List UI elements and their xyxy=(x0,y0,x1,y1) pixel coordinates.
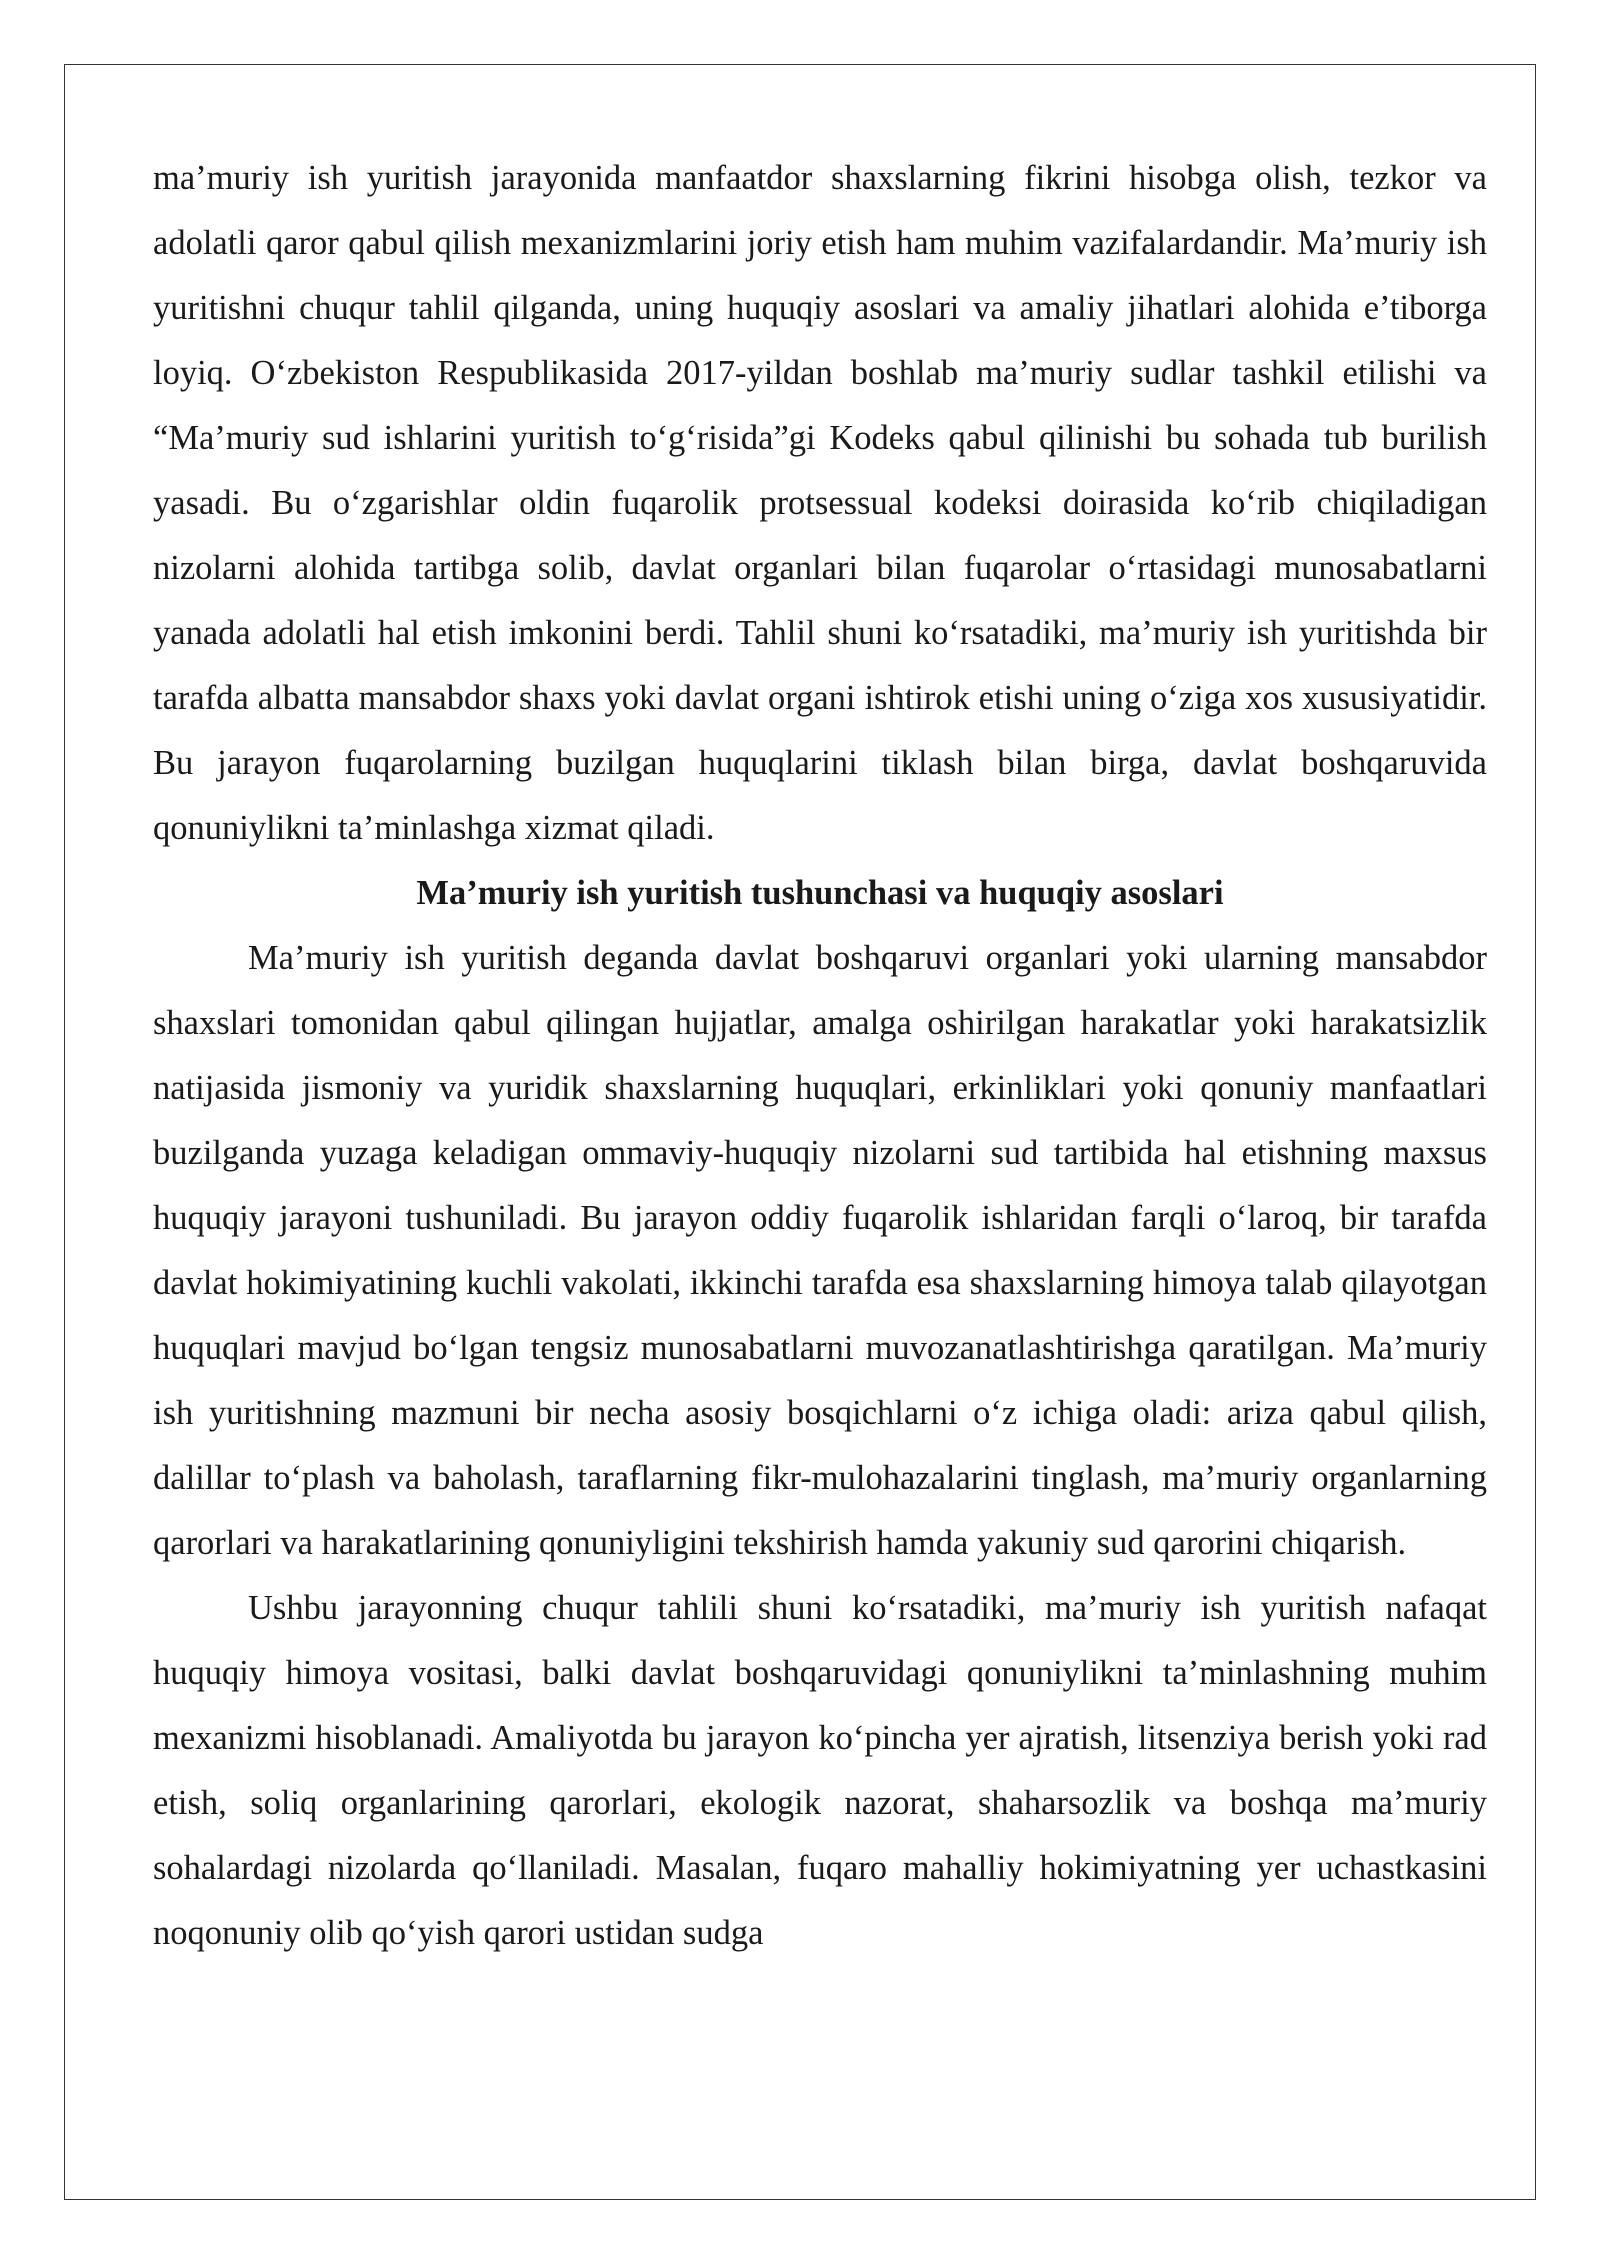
section-heading: Ma’muriy ish yuritish tushunchasi va huquqiy asoslari xyxy=(416,874,1224,912)
body-paragraph-continued: ma’muriy ish yuritish jarayonida manfaatdor shaxslarning fikrini hisobga olish, tezkor va adolatli qaror qabul qilish mexanizmlarini joriy etish ham muhim vazifalardandir. Ma’muriy ish yuritishni chuqur tahlil qilganda, uning huquqiy asoslari va amaliy jihatlari alohida e’tiborga loyiq. O‘zbekiston Respublikasida 2017-yildan boshlab ma’muriy sudlar tashkil etilishi va “Ma’muriy sud ishlarini yuritish to‘g‘risida”gi Kodeks qabul qilinishi bu sohada tub burilish yasadi. Bu o‘zgarishlar oldin fuqarolik protsessual kodeksi doirasida ko‘rib chiqiladigan nizolarni alohida tartibga solib, davlat organlari bilan fuqarolar o‘rtasidagi munosabatlarni yanada adolatli hal etish imkonini berdi. Tahlil shuni ko‘rsatadiki, ma’muriy ish yuritishda bir tarafda albatta mansabdor shaxs yoki davlat organi ishtirok etishi uning o‘ziga xos xususiyatidir. Bu jarayon fuqarolarning buzilgan huquqlarini tiklash bilan birga, davlat boshqaruvida qonuniylikni ta’minlashga xizmat qiladi. xyxy=(153,159,1487,847)
body-paragraph: Ma’muriy ish yuritish deganda davlat boshqaruvi organlari yoki ularning mansabdor shaxslari tomonidan qabul qilingan hujjatlar, amalga oshirilgan harakatlar yoki harakatsizlik natijasida jismoniy va yuridik shaxslarning huquqlari, erkinliklari yoki qonuniy manfaatlari buzilganda yuzaga keladigan ommaviy-huquqiy nizolarni sud tartibida hal etishning maxsus huquqiy jarayoni tushuniladi. Bu jarayon oddiy fuqarolik ishlaridan farqli o‘laroq, bir tarafda davlat hokimiyatining kuchli vakolati, ikkinchi tarafda esa shaxslarning himoya talab qilayotgan huquqlari mavjud bo‘lgan tengsiz munosabatlarni muvozanatlashtirishga qaratilgan. Ma’muriy ish yuritishning mazmuni bir necha asosiy bosqichlarni o‘z ichiga oladi: ariza qabul qilish, dalillar to‘plash va baholash, taraflarning fikr-mulohazalarini tinglash, ma’muriy organlarning qarorlari va harakatlarining qonuniyligini tekshirish hamda yakuniy sud qarorini chiqarish. xyxy=(153,939,1487,1562)
document-body xyxy=(153,146,1487,1966)
body-paragraph: Ushbu jarayonning chuqur tahlili shuni ko‘rsatadiki, ma’muriy ish yuritish nafaqat huquqiy himoya vositasi, balki davlat boshqaruvidagi qonuniylikni ta’minlashning muhim mexanizmi hisoblanadi. Amaliyotda bu jarayon ko‘pincha yer ajratish, litsenziya berish yoki rad etish, soliq organlarining qarorlari, ekologik nazorat, shaharsozlik va boshqa ma’muriy sohalardagi nizolarda qo‘llaniladi. Masalan, fuqaro mahalliy hokimiyatning yer uchastkasini noqonuniy olib qo‘yish qarori ustidan sudga xyxy=(153,1589,1487,1952)
